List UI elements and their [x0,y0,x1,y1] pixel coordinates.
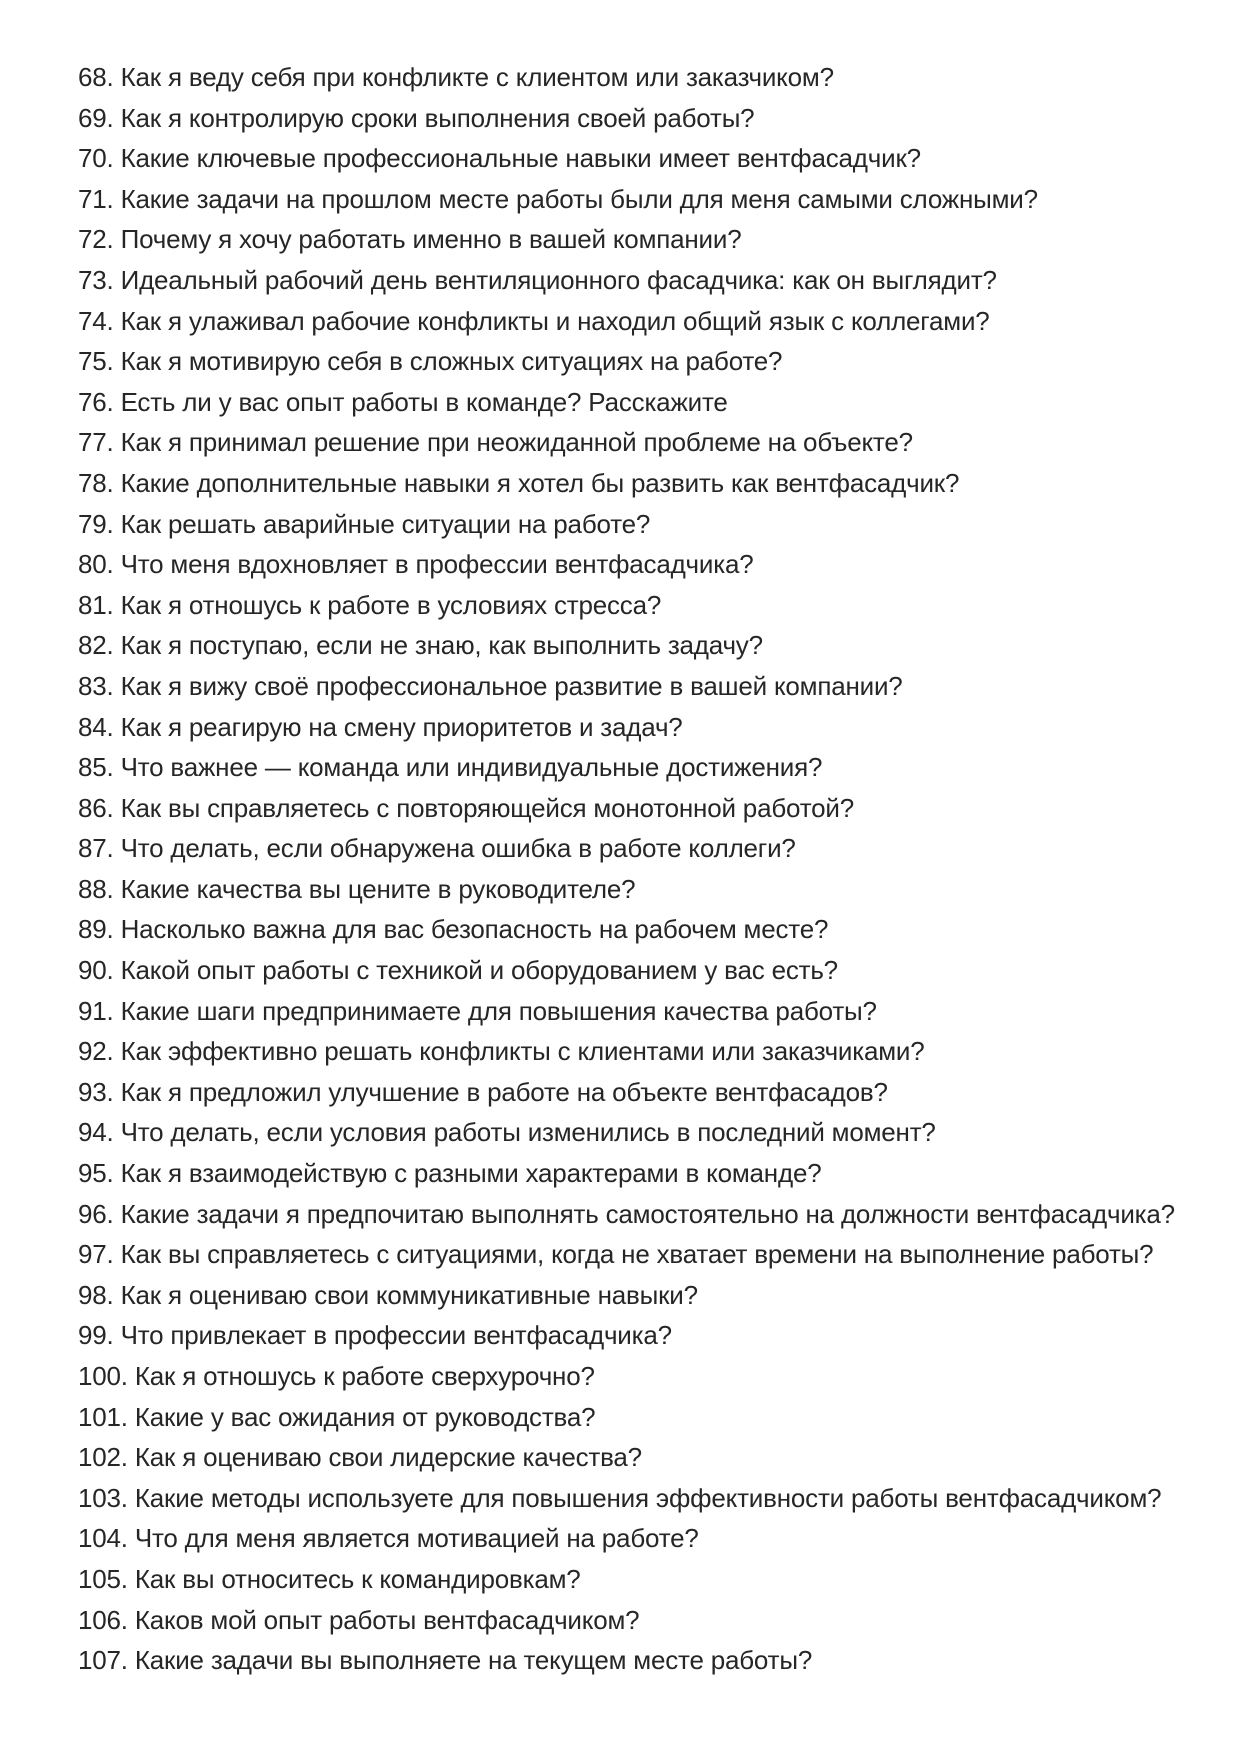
question-text: Какие задачи вы выполняете на текущем месте работы? [134,1645,813,1676]
question-number: 94. [78,1117,121,1148]
question-item [78,1356,1209,1397]
question-number: 85. [78,752,121,783]
question-text: Как я оцениваю свои коммуникативные навыки? [120,1279,698,1310]
question-item [78,57,1209,98]
question-number: 72. [78,224,121,255]
question-item [78,179,1209,220]
question-item [78,422,1209,463]
question-item [78,1640,1209,1681]
question-number: 83. [78,670,121,701]
question-number: 100. [78,1361,135,1391]
question-text: Как я отношусь к работе сверхурочно? [134,1361,595,1391]
question-text: Какие задачи я предпочитаю выполнять самостоятельно на должности вентфасадчика? [120,1198,1175,1229]
question-number: 96. [78,1198,121,1229]
question-text: Как я контролирую сроки выполнения своей работы? [120,102,755,133]
question-number: 77. [78,427,121,458]
question-item [78,625,1209,666]
question-item [78,260,1209,301]
question-item [78,585,1209,626]
question-item [78,909,1209,950]
question-number: 98. [78,1279,121,1310]
question-number: 74. [78,305,121,336]
question-item [78,869,1209,910]
question-number: 82. [78,630,121,661]
question-item [78,544,1209,585]
question-number: 68. [78,62,121,92]
question-text: Как вы справляетесь с повторяющейся монотонной работой? [120,792,854,823]
question-text: Какие качества вы цените в руководителе? [120,873,636,904]
question-number: 97. [78,1239,121,1270]
question-number: 105. [78,1563,135,1594]
question-text: Как я отношусь к работе в условиях стресса? [120,589,662,620]
question-text: Какой опыт работы с техникой и оборудованием у вас есть? [120,955,838,986]
question-item [78,666,1209,707]
question-item [78,1194,1209,1235]
question-number: 102. [78,1442,135,1473]
question-item [78,788,1209,829]
question-item [78,1153,1209,1194]
question-number: 86. [78,792,121,823]
question-number: 70. [78,143,121,174]
question-text: Что привлекает в профессии вентфасадчика? [120,1320,672,1351]
question-text: Как я веду себя при конфликте с клиентом или заказчиком? [120,62,834,92]
question-text: Как я поступаю, если не знаю, как выполнить задачу? [120,630,763,661]
question-text: Какие шаги предпринимаете для повышения качества работы? [120,995,877,1026]
question-text: Какие ключевые профессиональные навыки имеет вентфасадчик? [120,143,921,174]
question-text: Как я предложил улучшение в работе на объекте вентфасадов? [120,1076,888,1107]
question-number: 104. [78,1523,135,1554]
question-item [78,301,1209,342]
question-item [78,1437,1209,1478]
question-text: Какие дополнительные навыки я хотел бы развить как вентфасадчик? [120,467,960,498]
question-text: Какие методы используете для повышения эффективности работы вентфасадчиком? [134,1482,1162,1513]
question-text: Какие задачи на прошлом месте работы были для меня самыми сложными? [120,183,1038,214]
question-item [78,747,1209,788]
question-number: 75. [78,346,121,377]
question-item [78,1234,1209,1275]
question-text: Как эффективно решать конфликты с клиентами или заказчиками? [120,1036,925,1067]
question-text: Как я мотивирую себя в сложных ситуациях на работе? [120,346,783,377]
question-text: Насколько важна для вас безопасность на рабочем месте? [120,914,829,945]
question-text: Как вы справляетесь с ситуациями, когда не хватает времени на выполнение работы? [120,1239,1154,1270]
question-text: Как я реагирую на смену приоритетов и задач? [120,711,683,742]
question-text: Каков мой опыт работы вентфасадчиком? [134,1604,640,1635]
question-item [78,1397,1209,1438]
question-item [78,1315,1209,1356]
question-number: 90. [78,955,121,986]
question-number: 89. [78,914,121,945]
question-text: Что делать, если условия работы изменились в последний момент? [120,1117,936,1148]
question-list [78,57,1209,1681]
question-number: 88. [78,873,121,904]
question-item [78,98,1209,139]
question-number: 92. [78,1036,121,1067]
question-number: 81. [78,589,121,620]
question-text: Какие у вас ожидания от руководства? [134,1401,596,1432]
question-text: Что делать, если обнаружена ошибка в работе коллеги? [120,833,796,864]
question-text: Есть ли у вас опыт работы в команде? Расскажите [120,386,728,417]
question-number: 71. [78,183,121,214]
question-number: 73. [78,264,121,295]
question-item [78,828,1209,869]
question-number: 80. [78,549,121,580]
question-text: Как решать аварийные ситуации на работе? [120,508,651,539]
question-item [78,382,1209,423]
question-text: Как вы относитесь к командировкам? [134,1563,581,1594]
question-text: Что для меня является мотивацией на работе? [134,1523,699,1554]
question-item [78,1559,1209,1600]
question-number: 93. [78,1076,121,1107]
question-item [78,991,1209,1032]
question-item [78,1031,1209,1072]
question-text: Как я взаимодействую с разными характерами в команде? [120,1158,822,1189]
question-item [78,504,1209,545]
question-text: Почему я хочу работать именно в вашей компании? [120,224,742,255]
question-item [78,138,1209,179]
question-item [78,950,1209,991]
question-item [78,1112,1209,1153]
question-text: Что меня вдохновляет в профессии вентфасадчика? [120,549,754,580]
question-item [78,1478,1209,1519]
question-number: 78. [78,467,121,498]
question-number: 107. [78,1645,135,1676]
question-number: 84. [78,711,121,742]
question-item [78,463,1209,504]
question-number: 95. [78,1158,121,1189]
question-text: Что важнее — команда или индивидуальные достижения? [120,752,823,783]
question-text: Как я улаживал рабочие конфликты и находил общий язык с коллегами? [120,305,990,336]
question-number: 87. [78,833,121,864]
question-text: Как я вижу своё профессиональное развитие в вашей компании? [120,670,903,701]
question-number: 79. [78,508,121,539]
question-number: 91. [78,995,121,1026]
question-item [78,707,1209,748]
question-item [78,1600,1209,1641]
question-number: 69. [78,102,121,133]
question-number: 103. [78,1482,135,1513]
question-number: 106. [78,1604,135,1635]
question-text: Как я оцениваю свои лидерские качества? [134,1442,642,1473]
question-item [78,1518,1209,1559]
question-item [78,341,1209,382]
question-item [78,1275,1209,1316]
question-item [78,1072,1209,1113]
question-number: 76. [78,386,121,417]
question-number: 101. [78,1401,135,1432]
question-text: Как я принимал решение при неожиданной проблеме на объекте? [120,427,913,458]
question-text: Идеальный рабочий день вентиляционного фасадчика: как он выглядит? [120,264,997,295]
question-item [78,219,1209,260]
question-number: 99. [78,1320,121,1351]
